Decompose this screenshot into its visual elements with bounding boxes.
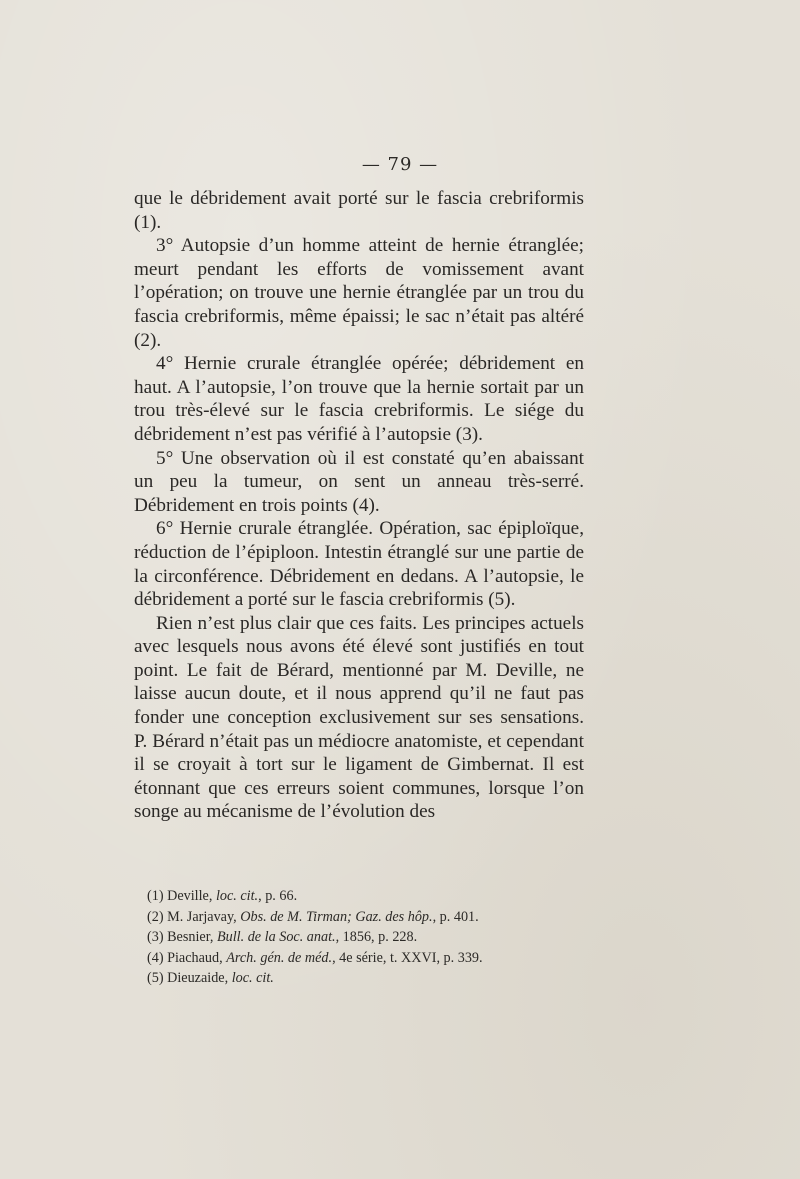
footnote-marker: (4)	[147, 949, 164, 966]
footnote-text: Besnier,	[167, 929, 217, 946]
footnote	[147, 948, 587, 969]
footnote-marker: (2)	[147, 908, 164, 925]
footnote	[147, 927, 587, 948]
footnote-source-title: Obs. de M. Tirman; Gaz. des hôp.	[240, 908, 433, 925]
paragraph-continuation: que le débridement avait porté sur le fascia crebriformis (1).	[134, 188, 584, 233]
footnote-source-title: loc. cit.	[215, 888, 259, 904]
footnote-source-title: loc. cit.	[231, 970, 274, 987]
footnote-text: Piachaud,	[167, 949, 227, 966]
footnote-source-title: Bull. de la Soc. anat.	[216, 929, 336, 946]
paragraph-observation-5: 5° Une observation où il est constaté qu’en abaissant un peu la tumeur, on sent un anneau très-serré. Débridement en trois points (4).	[134, 447, 584, 516]
page-number: — 79 —	[361, 154, 439, 175]
footnote-text: Deville,	[167, 888, 216, 904]
footnote-reference: , 4e série, t. XXVI, p. 339.	[332, 949, 483, 966]
footnote	[147, 968, 587, 989]
footnote-reference: , p. 66.	[258, 888, 298, 904]
footnote	[147, 886, 587, 907]
footnote-marker: (3)	[147, 929, 164, 946]
paragraph-observation-6: 6° Hernie crurale étranglée. Opération, sac épiploïque, réduction de l’épiploon. Intestin étranglé sur une partie de la circonférence. Débridement en dedans. A l’autopsie, le débridement a porté sur le fascia crebriformis (5).	[134, 518, 584, 611]
footnote-text: M. Jarjavay,	[167, 908, 241, 925]
paragraph-observation-4: 4° Hernie crurale étranglée opérée; débridement en haut. A l’autopsie, l’on trouve que la hernie sortait par un trou très-élevé sur le fascia crebriformis. Le siége du débridement n’est pas vérifié à l’autopsie (3).	[134, 353, 584, 445]
footnotes	[147, 886, 587, 989]
paragraph-observation-3: 3° Autopsie d’un homme atteint de hernie étranglée; meurt pendant les efforts de vomissement avant l’opération; on trouve une hernie étranglée par un trou du fascia crebriformis, même épaissi; le sac n’était pas altéré (2).	[134, 235, 584, 351]
footnote-source-title: Arch. gén. de méd.	[226, 949, 333, 966]
footnote	[147, 907, 587, 928]
footnote-reference: , 1856, p. 228.	[335, 929, 418, 946]
footnote-marker: (5)	[147, 970, 164, 987]
paragraph-discussion: Rien n’est plus clair que ces faits. Les principes actuels avec lesquels nous avons été élevé sont justifiés en tout point. Le fait de Bérard, mentionné par M. Deville, ne laisse aucun doute, et il nous apprend qu’il ne faut pas fonder une conception exclusivement sur ses sensations. P. Bérard n’était pas un médiocre anatomiste, et cependant il se croyait à tort sur le ligament de Gimbernat. Il est étonnant que ces erreurs soient communes, lorsque l’on songe au mécanisme de l’évolution des	[134, 612, 584, 823]
footnote-reference: , p. 401.	[432, 908, 479, 925]
footnote-marker: (1)	[147, 888, 164, 904]
body-text	[134, 187, 584, 824]
footnote-text: Dieuzaide,	[167, 970, 232, 987]
